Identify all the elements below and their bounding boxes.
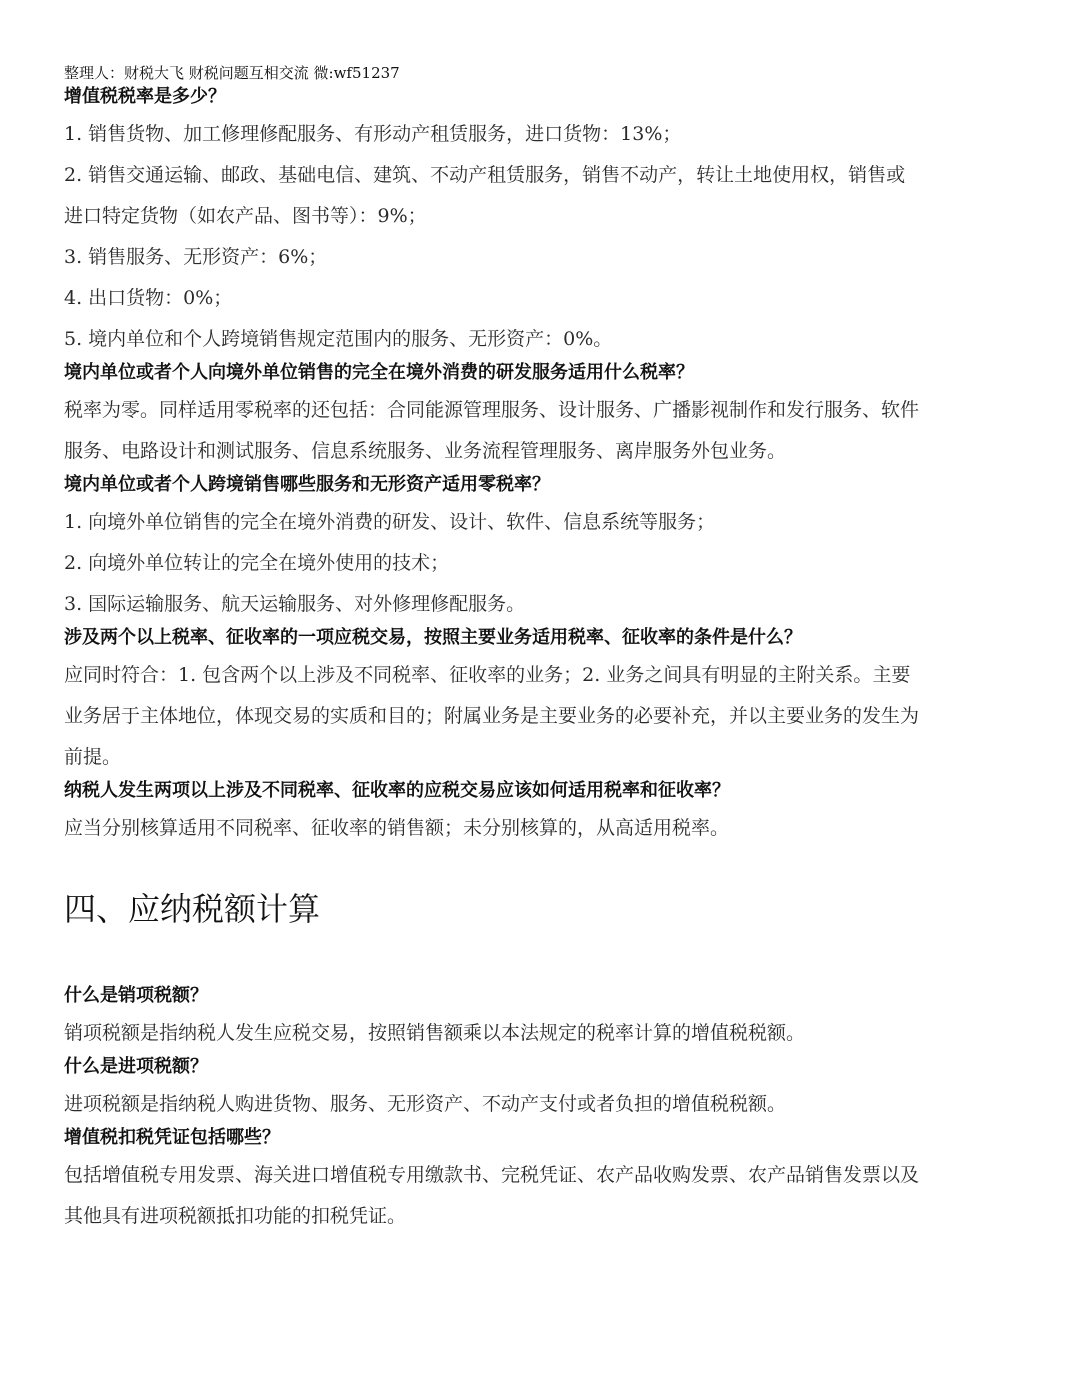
list-item: 1. 向境外单位销售的完全在境外消费的研发、设计、软件、信息系统等服务；: [64, 511, 716, 533]
answer-line: 业务居于主体地位，体现交易的实质和目的；附属业务是主要业务的必要补充，并以主要业务的发生为: [64, 705, 920, 727]
section-heading: 四、应纳税额计算: [64, 890, 321, 928]
compiler-note: 整理人：财税大飞 财税问题互相交流 微:wf51237: [64, 64, 400, 82]
answer-line: 应当分别核算适用不同税率、征收率的销售额；未分别核算的，从高适用税率。: [64, 817, 730, 839]
list-item: 进口特定货物（如农产品、图书等）：9%；: [64, 205, 427, 227]
list-item: 3. 销售服务、无形资产：6%；: [64, 246, 328, 268]
question-heading: 增值税税率是多少？: [64, 86, 226, 107]
question-heading: 增值税扣税凭证包括哪些？: [64, 1127, 280, 1148]
list-item: 5. 境内单位和个人跨境销售规定范围内的服务、无形资产：0%。: [64, 328, 613, 350]
list-item: 3. 国际运输服务、航天运输服务、对外修理修配服务。: [64, 593, 526, 615]
document-page: [64, 62, 1024, 1237]
list-item: 4. 出口货物：0%；: [64, 287, 233, 309]
answer-line: 销项税额是指纳税人发生应税交易，按照销售额乘以本法规定的税率计算的增值税税额。: [64, 1022, 806, 1044]
answer-line: 应同时符合：1. 包含两个以上涉及不同税率、征收率的业务；2. 业务之间具有明显的主附关系。主要: [64, 664, 911, 686]
question-heading: 什么是进项税额？: [64, 1056, 208, 1077]
answer-line: 进项税额是指纳税人购进货物、服务、无形资产、不动产支付或者负担的增值税税额。: [64, 1093, 787, 1115]
answer-line: 服务、电路设计和测试服务、信息系统服务、业务流程管理服务、离岸服务外包业务。: [64, 440, 787, 462]
answer-line: 前提。: [64, 746, 122, 768]
question-heading: 什么是销项税额？: [64, 985, 208, 1006]
question-heading: 纳税人发生两项以上涉及不同税率、征收率的应税交易应该如何适用税率和征收率？: [64, 780, 730, 801]
question-heading: 境内单位或者个人向境外单位销售的完全在境外消费的研发服务适用什么税率？: [64, 362, 694, 383]
list-item: 1. 销售货物、加工修理修配服务、有形动产租赁服务，进口货物：13%；: [64, 123, 682, 145]
question-heading: 涉及两个以上税率、征收率的一项应税交易，按照主要业务适用税率、征收率的条件是什么？: [64, 627, 802, 648]
list-item: 2. 销售交通运输、邮政、基础电信、建筑、不动产租赁服务，销售不动产，转让土地使用权，销售或: [64, 164, 906, 186]
answer-line: 税率为零。同样适用零税率的还包括：合同能源管理服务、设计服务、广播影视制作和发行服务、软件: [64, 399, 920, 421]
answer-line: 其他具有进项税额抵扣功能的扣税凭证。: [64, 1205, 407, 1227]
answer-line: 包括增值税专用发票、海关进口增值税专用缴款书、完税凭证、农产品收购发票、农产品销售发票以及: [64, 1164, 920, 1186]
question-heading: 境内单位或者个人跨境销售哪些服务和无形资产适用零税率？: [64, 474, 550, 495]
list-item: 2. 向境外单位转让的完全在境外使用的技术；: [64, 552, 450, 574]
